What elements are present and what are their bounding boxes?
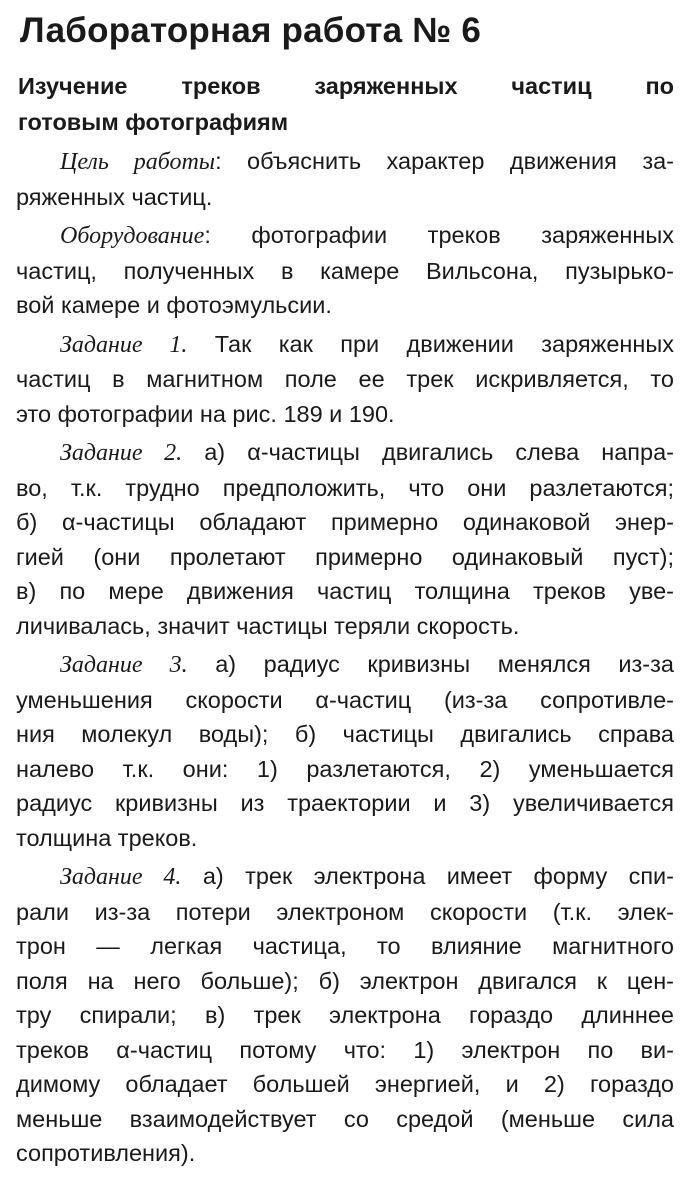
text-line: б) α-частицы обладают примерно одинаковой энер- — [16, 509, 674, 535]
paragraph-task-4 — [16, 859, 674, 1171]
paragraph-equipment — [16, 218, 674, 323]
text-line: ряженных частиц. — [16, 183, 213, 210]
text-line: поля на него больше); б) электрон двигался к цен- — [16, 967, 674, 994]
paragraph-label: Задание 2. — [60, 440, 183, 466]
line-text: а) α-частицы двигались слева напра- — [182, 439, 674, 465]
text-line — [16, 327, 674, 363]
text-line: трон — легкая частица, то влияние магнитного — [16, 933, 674, 959]
text-line: рали из-за потери электроном скорости (т.к. элек- — [16, 898, 674, 925]
paragraph-task-2 — [16, 435, 674, 643]
paragraph-label: Задание 1. — [60, 331, 188, 358]
paragraph-label: Цель работы — [60, 149, 216, 175]
text-line: димому обладает большей энергией, и 2) гораздо — [16, 1071, 674, 1097]
paragraph-label: Задание 4. — [60, 864, 182, 890]
paragraph-goal — [16, 144, 674, 214]
paragraph-label: Оборудование — [60, 223, 205, 249]
paragraph-task-1 — [16, 327, 674, 432]
text-line: гией (они пролетают примерно одинаковый пуст); — [16, 543, 674, 570]
text-line: сопротивления). — [16, 1140, 196, 1166]
text-line — [16, 144, 674, 180]
text-line: частиц, полученных в камере Вильсона, пузырько- — [16, 257, 674, 284]
text-line: частиц в магнитном поле ее трек искривляется, то — [16, 366, 674, 392]
text-line: вой камере и фотоэмульсии. — [16, 292, 332, 318]
line-text: : фотографии треков заряженных — [204, 222, 674, 248]
text-line: тру спирали; в) трек электрона гораздо длиннее — [16, 1002, 674, 1028]
line-text: : объяснить характер движения за- — [215, 148, 674, 174]
text-line: меньше взаимодействует со средой (меньше сила — [16, 1105, 674, 1132]
text-line — [16, 435, 674, 471]
text-line — [16, 647, 674, 683]
paragraph-task-3 — [16, 647, 674, 855]
line-text: Так как при движении заряженных — [187, 330, 674, 357]
text-line: уменьшения скорости α-частиц (из-за сопротивле- — [16, 686, 674, 713]
document-page — [16, 8, 674, 1175]
paragraph-label: Задание 3. — [60, 652, 188, 678]
text-line: личивалась, значит частицы теряли скорость. — [16, 612, 520, 639]
section-subtitle — [18, 68, 674, 140]
text-line: налево т.к. они: 1) разлетаются, 2) уменьшается — [16, 755, 674, 782]
line-text: а) радиус кривизны менялся из-за — [187, 651, 674, 677]
text-line: во, т.к. трудно предположить, что они разлетаются; — [16, 474, 674, 501]
text-line: ния молекул воды); б) частицы двигались справа — [16, 721, 674, 747]
subtitle-line: Изучение треков заряженных частиц по — [18, 73, 674, 99]
page-title: Лабораторная работа № 6 — [20, 11, 482, 50]
text-line: в) по мере движения частиц толщина треков уве- — [16, 578, 674, 604]
text-line — [16, 859, 674, 895]
text-line: толщина треков. — [16, 824, 198, 851]
text-line: треков α-частиц потому что: 1) электрон по ви- — [16, 1036, 674, 1063]
text-line — [16, 218, 674, 254]
subtitle-line: готовым фотографиям — [18, 109, 289, 135]
text-line: радиус кривизны из траектории и 3) увеличивается — [16, 790, 674, 816]
text-line: это фотографии на рис. 189 и 190. — [16, 400, 395, 427]
line-text: а) трек электрона имеет форму спи- — [181, 863, 674, 889]
